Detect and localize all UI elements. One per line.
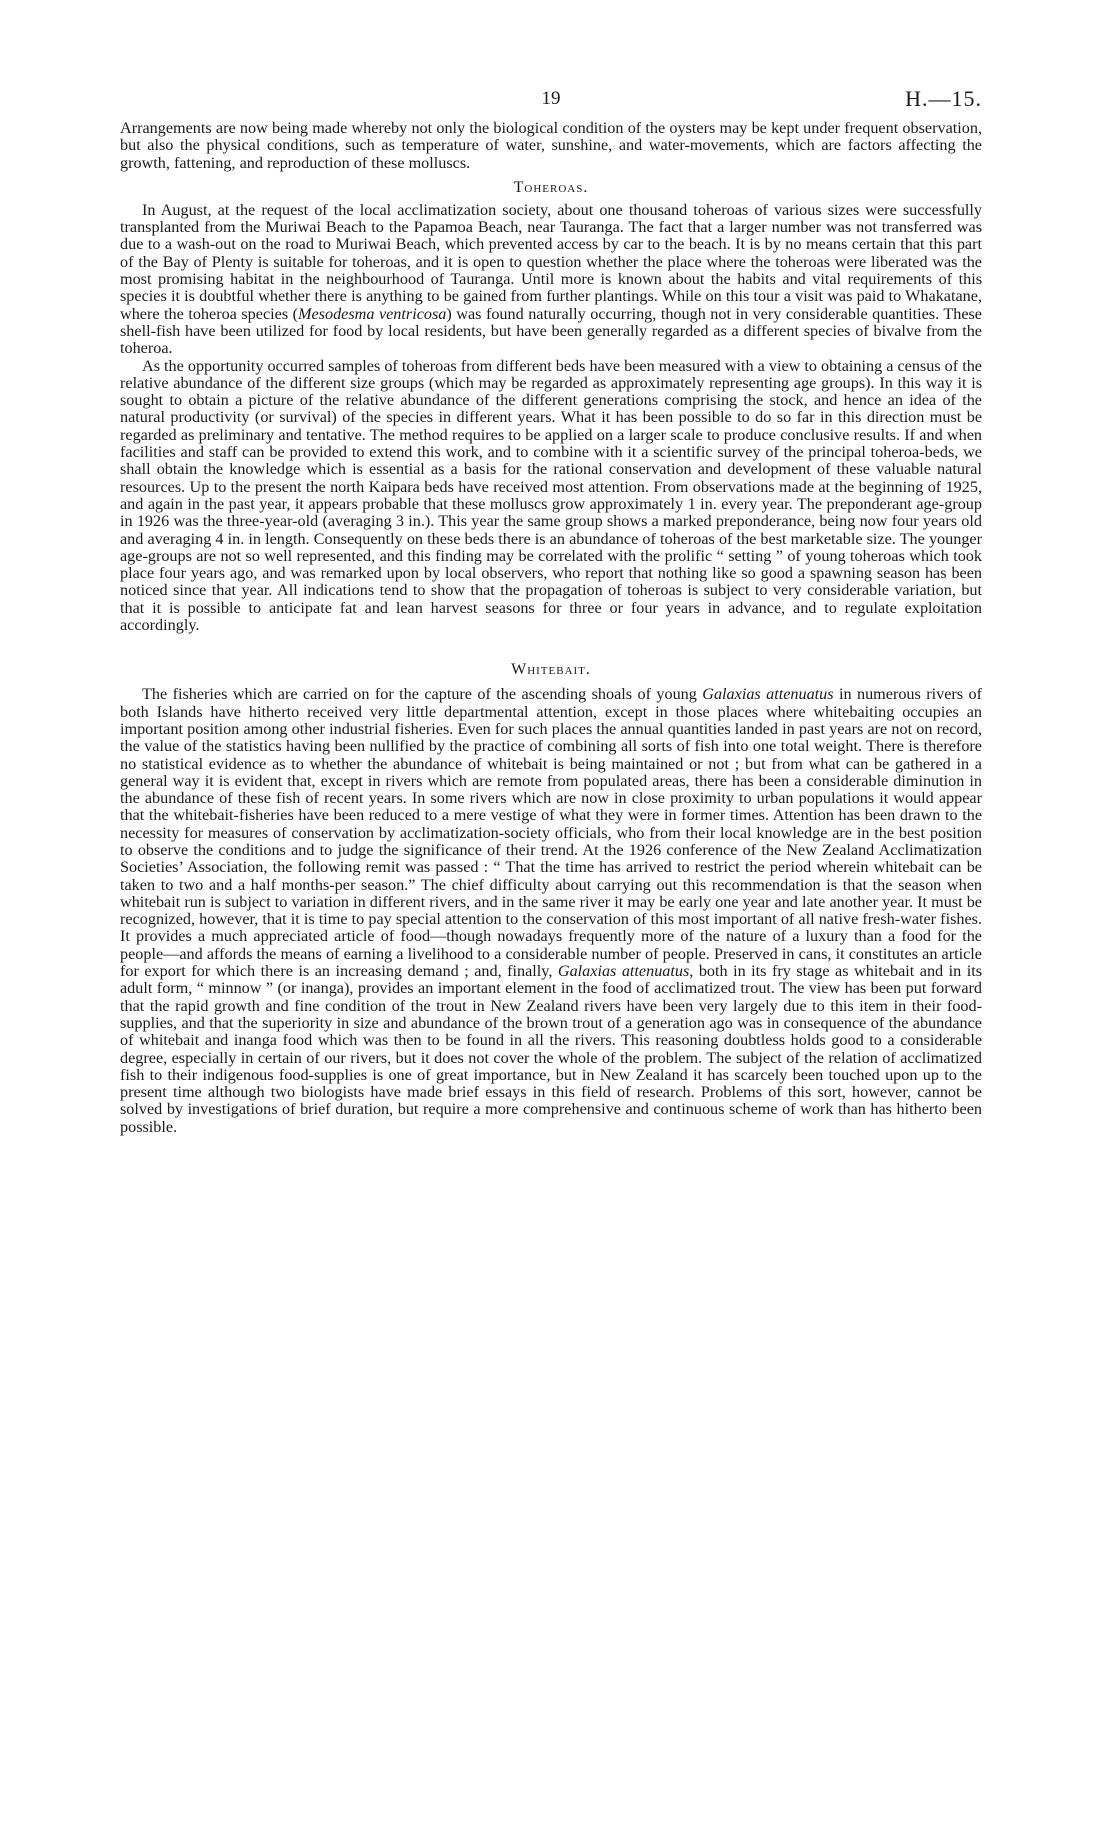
intro-paragraph: Arrangements are now being made whereby not only the biological condition of the oysters may be kept under frequent observation, but also the physical conditions, such as temperature of water, sunshine, and water-movements, which are factors affecting the growth, fattening, and reproduction of these molluscs. [120,119,982,172]
species-name: Mesodesma ventricosa [298,304,447,323]
page-header [120,80,982,120]
text-segment: ) was found naturally occurring, though not in very considerable quantities. These shell-fish have been utilized for food by local residents, but have been generally regarded as a different species of bivalve from the toheroa. [120,304,982,358]
whitebait-paragraph [120,686,982,1136]
species-name: Galaxias attenuatus [557,962,690,981]
text-segment: The fisheries which are carried on for the capture of the ascending shoals of young [142,685,703,704]
text-segment: , both in its fry stage as whitebait and in its adult form, “ minnow ” (or inanga), provides an important element in the food of acclimatized trout. The view has been put forward that the rapid growth and fine condition of the trout in New Zealand rivers have been very largely due to this item in their food-supplies, and that the superiority in size and abundance of the brown trout of a generation ago was in consequence of the abundance of whitebait and inanga food which was then to be found in all the rivers. This reasoning doubtless holds good to a considerable degree, especially in certain of our rivers, but it does not cover the whole of the problem. The subject of the relation of acclimatized fish to their indigenous food-supplies is one of great importance, but in New Zealand it has scarcely been touched upon up to the present time although two biologists have made brief essays in this field of research. Problems of this sort, however, cannot be solved by investigations of brief duration, but require a more comprehensive and continuous scheme of work than has hitherto been possible. [120,962,982,1136]
page-number: 19 [541,88,561,109]
section-heading-toheroas: Toheroas. [513,178,589,196]
text-segment: in numerous rivers of both Islands have hitherto received very little departmental attention, except in those places where whitebaiting occupies an important position among other industrial fisheries. Even for such places the annual quantities landed in past years are not on record, the value of the statistics having been nullified by the practice of combining all sorts of fish into one total weight. There is therefore no statistical evidence as to whether the abundance of whitebait is being maintained or not ; but from what can be gathered in a general way it is evident that, except in rivers which are remote from populated areas, there has been a considerable diminution in the abundance of these fish of recent years. In some rivers which are now in close proximity to urban populations it would appear that the whitebait-fisheries have been reduced to a mere vestige of what they were in former times. Attention has been drawn to the necessity for measures of conservation by acclimatization-society officials, who from their local knowledge are in the best position to observe the conditions and to judge the significance of their trend. At the 1926 conference of the New Zealand Acclimatization Societies’ Association, the following remit was passed : “ That the time has arrived to restrict the period wherein whitebait can be taken to two and a half months-per season.” The chief difficulty about carrying out this recommendation is that the season when whitebait run is subject to variation in different rivers, and in the same river it may be early one year and late another year. It must be recognized, however, that it is time to pay special attention to the conservation of this most important of all native fresh-water fishes. It provides a much appreciated article of food—though nowadays frequently more of the nature of a luxury than a food for the people—and affords the means of earning a livelihood to a considerable number of people. Preserved in cans, it constitutes an article for export for which there is an increasing demand ; and, finally, [120,685,982,981]
section-heading-whitebait: Whitebait. [511,661,591,679]
document-reference: H.—15. [905,86,982,111]
toheroas-paragraph-1 [120,202,982,358]
text-segment: In August, at the request of the local acclimatization society, about one thousand toheroas of various sizes were successfully transplanted from the Muriwai Beach to the Papamoa Beach, near Tauranga. The fact that a larger number was not transferred was due to a wash-out on the road to Muriwai Beach, which prevented access by car to the beach. It is by no means certain that this part of the Bay of Plenty is suitable for toheroas, and it is open to question whether the place where the toheroas were liberated was the most promising habitat in the neighbourhood of Tauranga. Until more is known about the habits and vital requirements of this species it is doubtful whether there is anything to be gained from further plantings. While on this tour a visit was paid to Whakatane, where the toheroa species ( [120,200,982,323]
species-name: Galaxias attenuatus [702,685,834,704]
document-page [120,80,982,1136]
toheroas-paragraph-2: As the opportunity occurred samples of toheroas from different beds have been measured with a view to obtaining a census of the relative abundance of the different size groups (which may be regarded as approximately representing age groups). In this way it is sought to obtain a picture of the relative abundance of the different generations comprising the stock, and hence an idea of the natural productivity (or survival) of the species in different years. What it has been possible to do so far in this direction must be regarded as preliminary and tentative. The method requires to be applied on a larger scale to produce conclusive results. If and when facilities and staff can be provided to extend this work, and to combine with it a scientific survey of the principal toheroa-beds, we shall obtain the knowledge which is essential as a basis for the rational conservation and development of these valuable natural resources. Up to the present the north Kaipara beds have received most attention. From observations made at the beginning of 1925, and again in the past year, it appears probable that these molluscs grow approximately 1 in. every year. The preponderant age-group in 1926 was the three-year-old (averaging 3 in.). This year the same group shows a marked preponderance, being now four years old and averaging 4 in. in length. Consequently on these beds there is an abundance of toheroas of the best marketable size. The younger age-groups are not so well represented, and this finding may be correlated with the prolific “ setting ” of young toheroas which took place four years ago, and was remarked upon by local observers, who report that nothing like so good a spawning season has been noticed since that year. All indications tend to show that the propagation of toheroas is subject to very considerable variation, but that it is possible to anticipate fat and lean harvest seasons for three or four years in advance, and to regulate exploitation accordingly. [120,356,982,635]
